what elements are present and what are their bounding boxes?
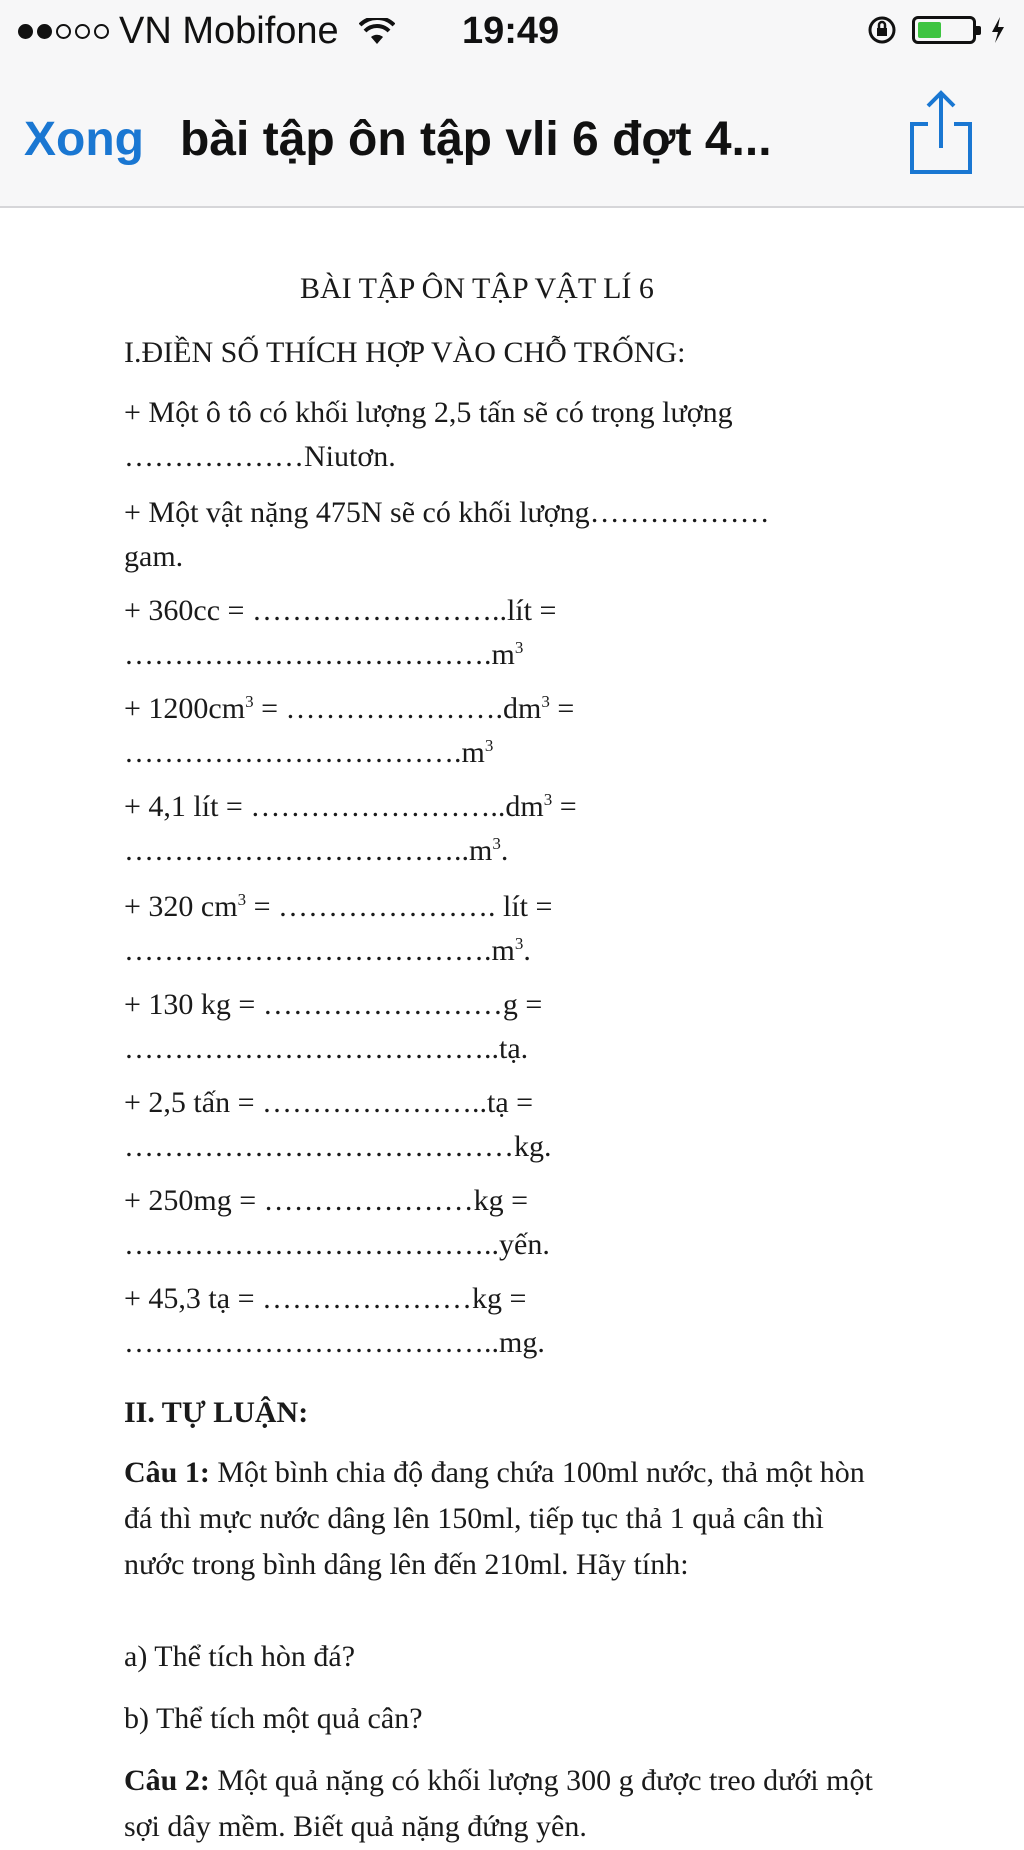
rotation-lock-icon bbox=[866, 14, 898, 46]
question-1a: a) Thể tích hòn đá? bbox=[124, 1640, 356, 1673]
section-1-heading: I.ĐIỀN SỐ THÍCH HỢP VÀO CHỖ TRỐNG: bbox=[124, 336, 686, 369]
conv-3-line-1: + 4,1 lít = $\dots\dots\dots\dots\dots\dots\dots\dots..dm^3$ = bbox=[124, 790, 577, 823]
conv-4-line-2: $\dots\dots\dots\dots\dots\dots\dots\dots\dots\dots\dots\dots.m^3$. bbox=[124, 934, 531, 967]
conv-1-line-2: $\dots\dots\dots\dots\dots\dots\dots\dots\dots\dots\dots\dots.m^3$ bbox=[124, 638, 524, 671]
conv-8-line-1: + 45,3 tạ = …………………kg = bbox=[124, 1282, 527, 1315]
conv-4-line-1: + 320 $cm^3$ = …………………. lít = bbox=[124, 890, 553, 923]
document-title: bài tập ôn tập vli 6 đợt 4... bbox=[180, 113, 772, 166]
status-bar bbox=[0, 0, 1024, 60]
doc-heading: BÀI TẬP ÔN TẬP VẬT LÍ 6 bbox=[300, 272, 654, 305]
signal-strength-icon bbox=[18, 24, 109, 39]
status-left bbox=[18, 10, 395, 53]
conv-8-line-2: ………………………………..mg. bbox=[124, 1326, 545, 1359]
conv-6-line-1: + 2,5 tấn = …………………..tạ = bbox=[124, 1086, 534, 1119]
conv-2-line-1: + $1200cm^3$ = $\dots\dots\dots\dots\dots\dots\dots.dm^3$ = bbox=[124, 692, 575, 725]
battery-icon bbox=[912, 16, 976, 44]
conv-1-line-1: + 360cc = ……………………..lít = bbox=[124, 594, 557, 627]
navigation-bar bbox=[0, 60, 1024, 208]
conv-2-line-2: $\dots\dots\dots\dots\dots\dots\dots\dots\dots\dots\dots.m^3$ bbox=[124, 736, 494, 769]
conv-5-line-2: ………………………………..tạ. bbox=[124, 1032, 529, 1065]
status-right bbox=[866, 14, 1006, 46]
battery-level bbox=[918, 22, 941, 38]
share-icon[interactable] bbox=[906, 90, 976, 176]
q1-line-1: + Một ô tô có khối lượng 2,5 tấn sẽ có trọng lượng bbox=[124, 396, 733, 429]
clock-time: 19:49 bbox=[462, 10, 560, 52]
conv-5-line-1: + 130 kg = ……………………g = bbox=[124, 988, 543, 1021]
carrier-name: VN Mobifone bbox=[119, 10, 339, 52]
section-2-heading: II. TỰ LUẬN: bbox=[124, 1396, 309, 1429]
conv-3-line-2: $\dots\dots\dots\dots\dots\dots\dots\dots\dots\dots\dots..m^3$. bbox=[124, 834, 509, 867]
wifi-icon bbox=[359, 18, 395, 46]
q2-line-1: + Một vật nặng 475N sẽ có khối lượng……………… bbox=[124, 496, 770, 529]
q2-line-2: gam. bbox=[124, 540, 184, 573]
q1-line-2: ………………Niutơn. bbox=[124, 440, 396, 473]
charging-bolt-icon bbox=[990, 16, 1006, 44]
conv-7-line-1: + 250mg = …………………kg = bbox=[124, 1184, 529, 1217]
question-1b: b) Thể tích một quả cân? bbox=[124, 1702, 423, 1735]
question-2: Câu 2: Một quả nặng có khối lượng 300 g được treo dưới một sợi dây mềm. Biết quả nặng đứng yên. bbox=[124, 1764, 873, 1843]
conv-7-line-2: ………………………………..yến. bbox=[124, 1228, 550, 1261]
conv-6-line-2: …………………………………kg. bbox=[124, 1130, 552, 1163]
done-button[interactable]: Xong bbox=[24, 113, 144, 166]
question-1: Câu 1: Một bình chia độ đang chứa 100ml nước, thả một hòn đá thì mực nước dâng lên 150ml, tiếp tục thả 1 quả cân thì nước trong bình dâng lên đến 210ml. Hãy tính: bbox=[124, 1456, 865, 1581]
